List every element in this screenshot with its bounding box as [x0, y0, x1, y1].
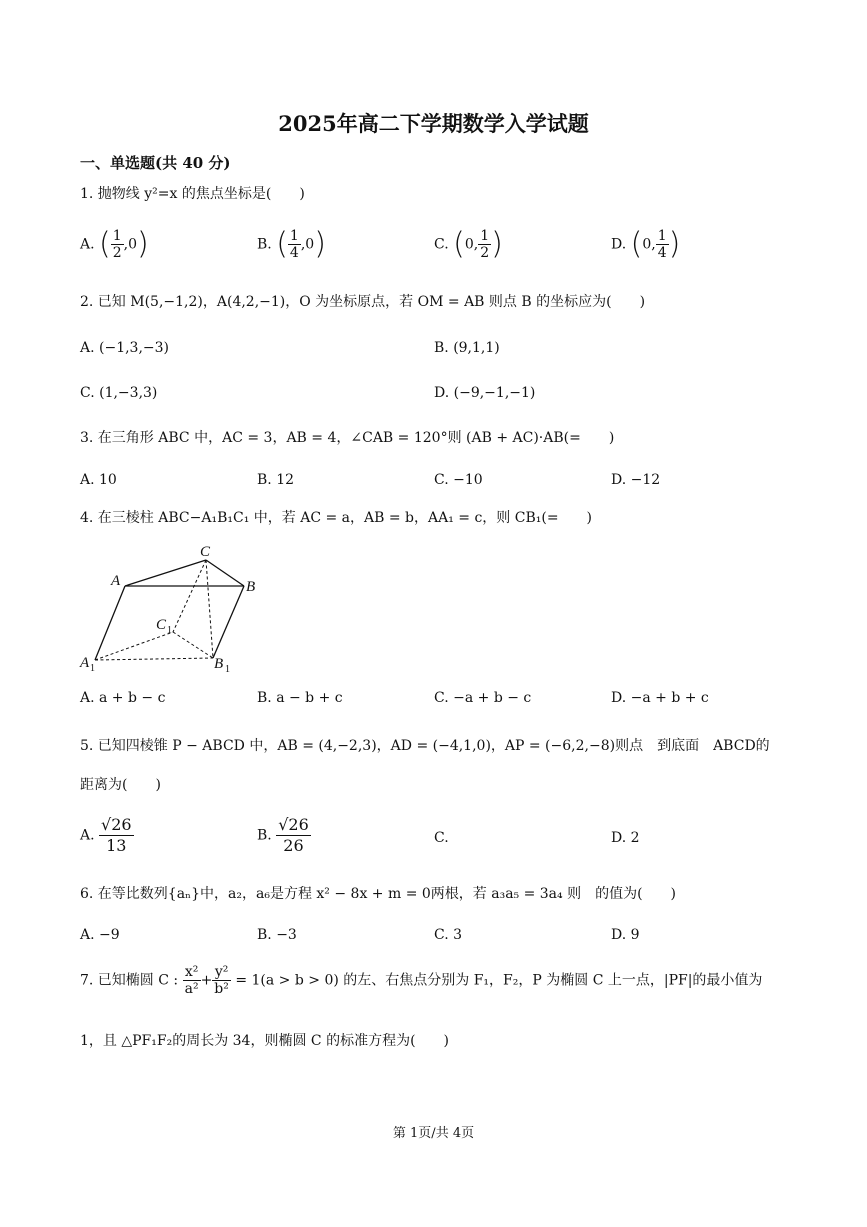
question-7-stem-line2: 1，且 △PF₁F₂的周长为 34，则椭圆 C 的标准方程为( ) — [80, 1033, 449, 1049]
vertex-a: A — [111, 573, 121, 589]
vertex-b: B — [246, 579, 256, 595]
q1-option-c[interactable]: C. (0, $\frac{1}{2}$ ) — [434, 226, 503, 262]
prism-diagram — [78, 540, 278, 675]
value: 0 — [464, 236, 474, 253]
question-2-stem: 2. 已知 M(5,−1,2)，A(4,2,−1)，O 为坐标原点，若 OM = AB 则点 B 的坐标应为( ) — [80, 294, 646, 310]
q6-option-d[interactable]: D. 9 — [611, 927, 640, 943]
q6-option-c[interactable]: C. 3 — [434, 927, 463, 943]
page-footer: 第 1页/共 4页 — [392, 1126, 475, 1141]
q6-option-a[interactable]: A. −9 — [80, 927, 120, 943]
question-6-stem: 6. 在等比数列{aₙ}中，a₂，a₆是方程 x² − 8x + m = 0两根，若 a₃a₅ = 3a₄ 则 的值为( ) — [80, 886, 677, 902]
section-heading: 一、单选题(共 40 分) — [80, 154, 231, 172]
option-label: B. — [257, 827, 272, 844]
vertex-b1: B — [214, 656, 224, 672]
option-label: B. — [257, 236, 272, 253]
frac-den: b² — [214, 981, 229, 997]
q5-option-c[interactable]: C. — [434, 830, 449, 846]
frac-den: 4 — [289, 245, 299, 261]
frac-num: √26 — [101, 815, 132, 834]
frac-num: x² — [183, 964, 201, 981]
frac-num: 1 — [112, 228, 122, 244]
frac-num: √26 — [278, 815, 309, 834]
frac-num: 1 — [657, 228, 667, 244]
q2-option-b[interactable]: B. (9,1,1) — [434, 340, 500, 356]
edge-cb1 — [206, 560, 213, 658]
q3-option-b[interactable]: B. 12 — [257, 472, 295, 488]
frac-num: 1 — [289, 228, 299, 244]
edge-a1c1 — [95, 632, 173, 660]
edge-c1b1 — [173, 632, 213, 658]
q4-option-b[interactable]: B. a − b + c — [257, 690, 343, 706]
frac-den: a² — [184, 981, 199, 997]
frac-den: 13 — [106, 836, 127, 855]
page-title: 2025年高二下学期数学入学试题 — [278, 111, 589, 136]
subscript: 1 — [167, 625, 172, 636]
q3-option-d[interactable]: D. −12 — [611, 472, 661, 488]
frac-num: y² — [212, 964, 231, 981]
option-label: D. — [611, 236, 627, 253]
q4-option-c[interactable]: C. −a + b − c — [434, 690, 532, 706]
q6-option-b[interactable]: B. −3 — [257, 927, 297, 943]
question-1-stem: 1. 抛物线 y²=x 的焦点坐标是( ) — [80, 186, 305, 202]
q1-option-b[interactable]: B. ( $\frac{1}{4}$ ,0) — [257, 226, 326, 262]
vertex-c: C — [200, 544, 211, 560]
q4-option-a[interactable]: A. a + b − c — [80, 690, 166, 706]
option-label: C. — [434, 236, 449, 253]
edge-ac — [125, 560, 206, 586]
q3-option-a[interactable]: A. 10 — [80, 472, 117, 488]
frac-den: 2 — [480, 245, 490, 261]
edge-cb — [206, 560, 244, 586]
question-3-stem: 3. 在三角形 ABC 中，AC = 3，AB = 4，∠CAB = 120°则 (AB + AC)·AB(= ) — [80, 430, 615, 446]
frac-den: 2 — [112, 245, 122, 261]
subscript: 1 — [90, 663, 95, 674]
edge-bb1 — [213, 586, 244, 658]
vertex-a1: A — [80, 655, 90, 671]
question-5-stem-line1: 5. 已知四棱锥 P − ABCD 中，AB = (4,−2,3)，AD = (−4,1,0)，AP = (−6,2,−8)则点 到底面 ABCD的 — [80, 738, 770, 754]
vertex-c1: C — [156, 617, 167, 633]
stem-text: = 1(a > b > 0) 的左、右焦点分别为 F₁，F₂，P 为椭圆 C 上一点，|PF|的最小值为 — [235, 972, 763, 989]
q1-option-a[interactable]: A. ( $\frac{1}{2}$ ,0) — [80, 226, 149, 262]
question-5-stem-line2: 距离为( ) — [80, 777, 161, 793]
q2-option-c[interactable]: C. (1,−3,3) — [80, 385, 158, 401]
frac-den: 4 — [657, 245, 667, 261]
question-4-stem: 4. 在三棱柱 ABC−A₁B₁C₁ 中，若 AC = a，AB = b，AA₁ = c，则 CB₁(= ) — [80, 510, 593, 526]
value: 0 — [642, 236, 652, 253]
option-label: A. — [80, 827, 95, 844]
q2-option-d[interactable]: D. (−9,−1,−1) — [434, 385, 536, 401]
stem-text: 7. 已知椭圆 C : — [80, 972, 179, 989]
q5-option-b[interactable] — [257, 815, 311, 856]
q1-option-d[interactable]: D. (0, $\frac{1}{4}$ ) — [611, 226, 681, 262]
frac-den: 26 — [283, 836, 304, 855]
q5-option-a[interactable] — [80, 815, 134, 856]
edge-aa1 — [95, 586, 125, 660]
q5-option-d[interactable]: D. 2 — [611, 830, 640, 846]
value: 0 — [305, 236, 315, 253]
q2-option-a[interactable]: A. (−1,3,−3) — [80, 340, 170, 356]
subscript: 1 — [225, 664, 230, 675]
option-label: A. — [80, 236, 95, 253]
edge-cc1 — [173, 560, 206, 632]
frac-num: 1 — [480, 228, 490, 244]
q4-option-d[interactable]: D. −a + b + c — [611, 690, 709, 706]
q3-option-c[interactable]: C. −10 — [434, 472, 483, 488]
question-7-stem: 7. 已知椭圆 C : $\frac{\text{x²}}{\text{a²}}$ + $\frac{\text{y²}}{\text{b²}}$ = 1(a > b > 0) 的左、右焦点分别为 F₁，F₂，P 为椭圆 C 上一点，|PF|的最小值为 — [80, 964, 763, 997]
value: 0 — [128, 236, 138, 253]
edge-a1b1 — [95, 658, 213, 660]
